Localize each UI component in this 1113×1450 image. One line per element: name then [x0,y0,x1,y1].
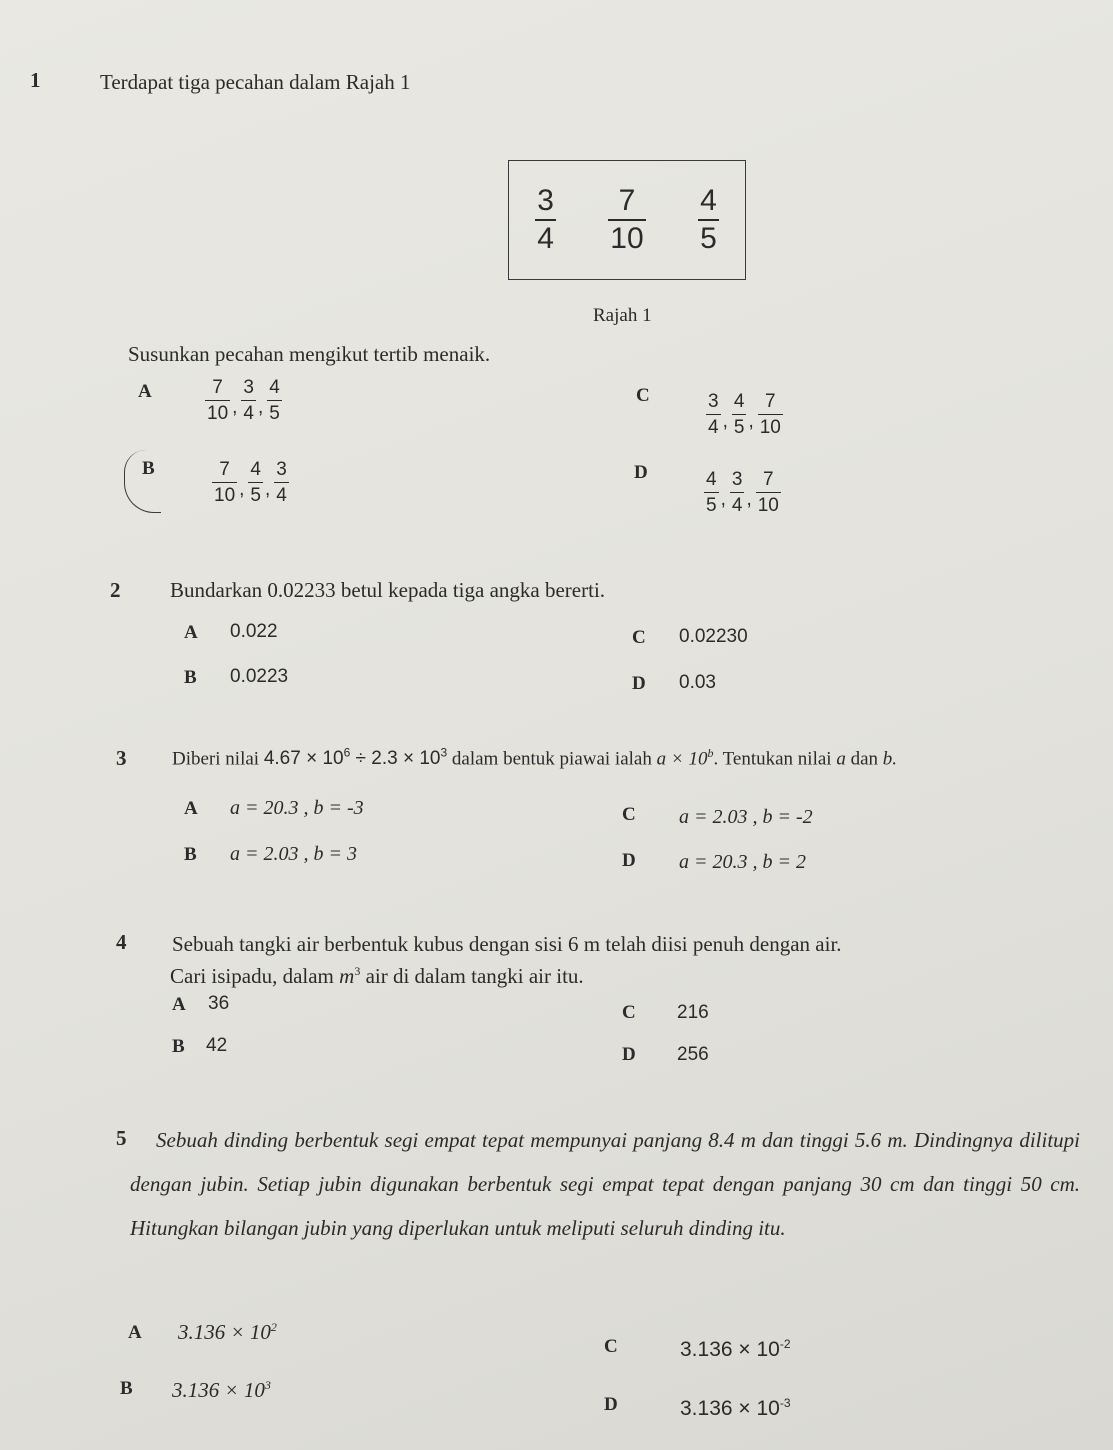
q3-option-b[interactable]: a = 2.03 , b = 3 [230,843,357,865]
figure-caption: Rajah 1 [593,305,652,326]
q3-option-d-letter[interactable]: D [622,850,636,871]
q2-option-c-letter[interactable]: C [632,627,646,648]
q5-option-b-letter[interactable]: B [120,1378,133,1399]
q1-option-b-letter[interactable]: B [142,458,155,479]
question-1-number: 1 [30,68,41,92]
q1-option-c[interactable]: $\frac{3}{4}$ , $\frac{4}{5}$ , $\frac{7}{10}$ [708,391,781,438]
q4-option-d[interactable]: 256 [677,1044,709,1065]
figure-fraction-2: $\frac{7}{10}$ [610,184,644,255]
q2-option-c[interactable]: 0.02230 [679,626,748,647]
q1-option-a[interactable]: $\frac{7}{10}$ , $\frac{3}{4}$ , $\frac{4}{5}$ [207,377,280,424]
question-2-number: 2 [110,578,121,602]
q5-option-b[interactable]: $3.136 \times 10^3$ [172,1378,271,1402]
q5-option-d-letter[interactable]: D [604,1394,618,1415]
q3-option-d[interactable]: a = 20.3 , b = 2 [679,851,806,873]
q4-option-a[interactable]: 36 [208,993,230,1014]
q4-option-d-letter[interactable]: D [622,1044,636,1065]
q2-option-a[interactable]: 0.022 [230,621,278,642]
question-5-number: 5 [116,1126,127,1150]
q3-option-b-letter[interactable]: B [184,844,197,865]
q4-option-b-letter[interactable]: B [172,1036,185,1057]
question-1-instruction: Susunkan pecahan mengikut tertib menaik. [128,342,491,366]
q5-option-c-letter[interactable]: C [604,1336,618,1357]
q5-option-a[interactable]: $3.136 \times 10^2$ [178,1320,277,1344]
q1-option-d-letter[interactable]: D [634,462,648,483]
q1-option-b[interactable]: $\frac{7}{10}$ , $\frac{4}{5}$ , $\frac{3}{4}$ [214,459,287,506]
q2-option-d[interactable]: 0.03 [679,672,716,693]
q4-option-c[interactable]: 216 [677,1002,709,1023]
q2-option-b-letter[interactable]: B [184,667,197,688]
figure-fraction-3: $\frac{4}{5}$ [700,184,717,255]
question-4-line-2: Cari isipadu, dalam $m^3$ air di dalam tangki air itu. [170,964,584,988]
q4-option-a-letter[interactable]: A [172,994,186,1015]
question-1-text: Terdapat tiga pecahan dalam Rajah 1 [100,70,411,94]
q5-option-c[interactable]: $3.136 \times 10^{-2}$ [680,1337,791,1361]
q2-option-a-letter[interactable]: A [184,622,198,643]
question-5-text: Sebuah dinding berbentuk segi empat tepat mempunyai panjang 8.4 m dan tinggi 5.6 m. Dindingnya dilitupi dengan jubin. Setiap jubin digunakan berbentuk segi empat tepat dengan panjang 30 cm dan tinggi 50 cm. Hitungkan bilangan jubin yang diperlukan untuk meliputi seluruh dinding itu. [130,1128,1080,1240]
q3-option-a-letter[interactable]: A [184,798,198,819]
question-2-text: Bundarkan 0.02233 betul kepada tiga angka bererti. [170,578,606,602]
question-4-line-1: Sebuah tangki air berbentuk kubus dengan sisi 6 m telah diisi penuh dengan air. [172,932,842,956]
q4-option-b[interactable]: 42 [206,1035,228,1056]
question-4-number: 4 [116,930,127,954]
q2-option-b[interactable]: 0.0223 [230,666,289,687]
q2-option-d-letter[interactable]: D [632,673,646,694]
figure-fraction-1: $\frac{3}{4}$ [537,184,554,255]
q5-option-a-letter[interactable]: A [128,1322,142,1343]
figure-rajah-1 [508,160,746,280]
q4-option-c-letter[interactable]: C [622,1002,636,1023]
q5-option-d[interactable]: $3.136 \times 10^{-3}$ [680,1396,791,1420]
q3-option-a[interactable]: a = 20.3 , b = -3 [230,797,364,819]
q3-option-c-letter[interactable]: C [622,804,636,825]
q1-option-a-letter[interactable]: A [138,381,152,402]
question-3-number: 3 [116,746,127,770]
q1-option-c-letter[interactable]: C [636,385,650,406]
q3-option-c[interactable]: a = 2.03 , b = -2 [679,806,813,828]
question-3-text: Diberi nilai $4.67 \times 10^6 \div 2.3 \times 10^3$ dalam bentuk piawai ialah $a \times 10^b$. Tentukan nilai a dan b. [172,746,897,770]
q1-option-d[interactable]: $\frac{4}{5}$ , $\frac{3}{4}$ , $\frac{7}{10}$ [706,469,779,516]
